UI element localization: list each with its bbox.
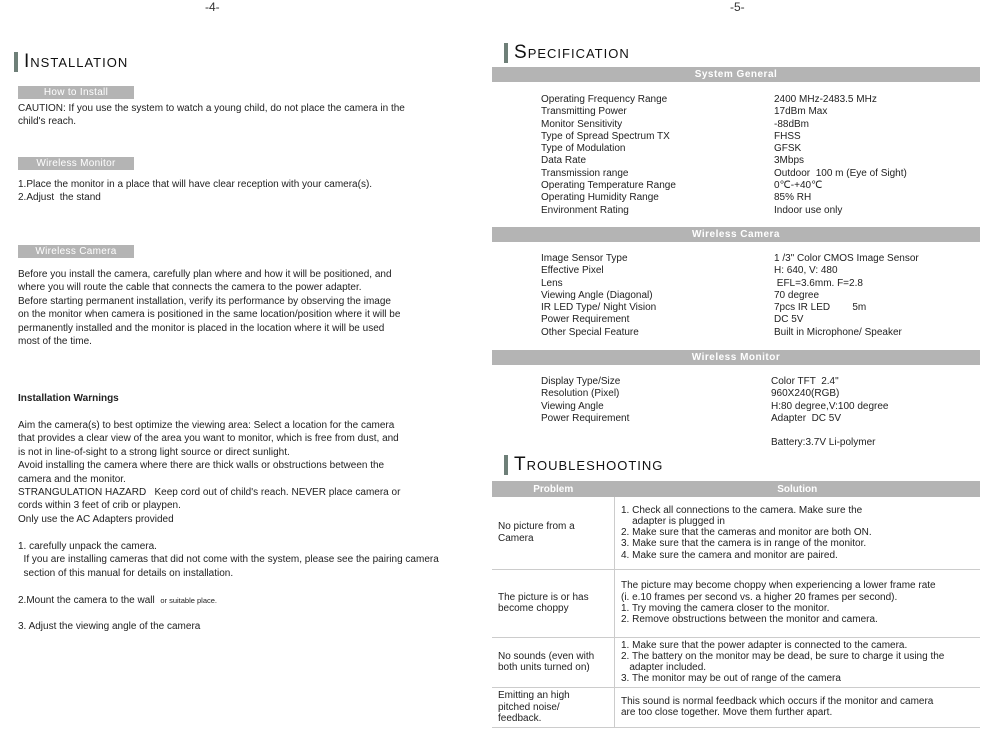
solution-cell: 1. Check all connections to the camera. Make sure the adapter is plugged in 2. Make sure that the cameras and monitor are both ON. 3. Make sure that the camera is in range of the monitor. 4. Make sure the camera and monitor are paired. xyxy=(615,497,981,569)
solution-cell: The picture may become choppy when experiencing a lower frame rate (i. e.10 frames per second vs. a higher 20 frames per second). 1. Try moving the camera closer to the monitor. 2. Remove obstructions between the monitor and camera. xyxy=(615,569,981,637)
column-header-solution: Solution xyxy=(615,481,981,497)
step-2-note: or suitable place. xyxy=(160,596,218,605)
caution-text: CAUTION: If you use the system to watch a young child, do not place the camera in the child's reach. xyxy=(18,103,405,128)
monitor-steps-text: 1.Place the monitor in a place that will have clear reception with your camera(s). 2.Adjust the stand xyxy=(18,179,373,204)
camera-install-text: Before you install the camera, carefully plan where and how it will be positioned, and where you will route the cable that connects the camera to the power adapter. Before starting permanent installation, verify its performance by observing the image on the monitor when camera is positioned in the same location/position where it will be permanently installed and the monitor is placed in the location where it will be used most of the time. xyxy=(18,269,401,348)
wireless-monitor-values: Color TFT 2.4" 960X240(RGB) H:80 degree,V:100 degree Adapter DC 5V Battery:3.7V Li-polymer xyxy=(771,376,889,449)
solution-cell: This sound is normal feedback which occurs if the monitor and camera are too close together. Move them further apart. xyxy=(615,687,981,727)
band-system-general: System General xyxy=(492,67,980,82)
column-header-problem: Problem xyxy=(492,481,615,497)
title-bar xyxy=(14,52,18,72)
step-3-text: 3. Adjust the viewing angle of the camera xyxy=(18,621,201,632)
wireless-camera-labels: Image Sensor Type Effective Pixel Lens Viewing Angle (Diagonal) IR LED Type/ Night Vision Power Requirement Other Special Feature xyxy=(541,253,657,338)
title-bar xyxy=(504,43,508,63)
system-general-values: 2400 MHz-2483.5 MHz 17dBm Max -88dBm FHSS GFSK 3Mbps Outdoor 100 m (Eye of Sight) 0℃-+40℃ 85% RH Indoor use only xyxy=(774,94,907,216)
table-row xyxy=(492,569,980,637)
label-wireless-monitor: Wireless Monitor xyxy=(18,157,134,170)
label-how-to-install: How to Install xyxy=(18,86,134,99)
problem-cell: The picture is or has become choppy xyxy=(492,569,615,637)
page-left xyxy=(0,0,490,734)
section-title-specification xyxy=(504,42,630,64)
wireless-camera-values: 1 /3" Color CMOS Image Sensor H: 640, V: 480 EFL=3.6mm. F=2.8 70 degree 7pcs IR LED 5m DC 5V Built in Microphone/ Speaker xyxy=(774,253,919,338)
table-row xyxy=(492,687,980,727)
solution-cell: 1. Make sure that the power adapter is connected to the camera. 2. The battery on the monitor may be dead, be sure to charge it using the adapter included. 3. The monitor may be out of range of the camera xyxy=(615,637,981,687)
warnings-heading: Installation Warnings xyxy=(18,393,119,404)
system-general-labels: Operating Frequency Range Transmitting Power Monitor Sensitivity Type of Spread Spectrum TX Type of Modulation Data Rate Transmission range Operating Temperature Range Operating Humidity Range Environment Rating xyxy=(541,94,676,216)
warnings-text: Aim the camera(s) to best optimize the viewing area: Select a location for the camera that provides a clear view of the area you want to monitor, which is free from dust, and is not in line-of-sight to a strong light source or direct sunlight. Avoid installing the camera where there are thick walls or obstructions between the camera and the monitor. STRANGULATION HAZARD Keep cord out of child's reach. NEVER place camera or cords within 3 feet of crib or playpen. Only use the AC Adapters provided xyxy=(18,420,401,525)
step-2-main: 2.Mount the camera to the wall xyxy=(18,595,155,606)
section-title-text: INSTALLATION xyxy=(24,51,129,72)
wireless-monitor-labels: Display Type/Size Resolution (Pixel) Viewing Angle Power Requirement xyxy=(541,376,630,424)
band-wireless-monitor: Wireless Monitor xyxy=(492,350,980,365)
problem-cell: No picture from a Camera xyxy=(492,497,615,569)
title-bar xyxy=(504,455,508,475)
page-number: -5- xyxy=(730,0,745,14)
page-right xyxy=(490,0,1000,734)
problem-cell: No sounds (even with both units turned on) xyxy=(492,637,615,687)
band-wireless-camera: Wireless Camera xyxy=(492,227,980,242)
step-1-text: 1. carefully unpack the camera. If you are installing cameras that did not come with the system, please see the pairing camera section of this manual for details on installation. xyxy=(18,541,439,579)
section-title-text: SPECIFICATION xyxy=(514,42,630,63)
section-title-text: TROUBLESHOOTING xyxy=(514,454,664,475)
table-row xyxy=(492,637,980,687)
table-row xyxy=(492,497,980,569)
table-header-row xyxy=(492,481,980,497)
section-title-troubleshooting xyxy=(504,454,663,476)
problem-cell: Emitting an high pitched noise/ feedback. xyxy=(492,687,615,727)
troubleshooting-table xyxy=(492,481,980,728)
section-title-installation xyxy=(14,51,128,73)
step-2-text xyxy=(18,594,217,607)
page-number: -4- xyxy=(205,0,220,14)
label-wireless-camera: Wireless Camera xyxy=(18,245,134,258)
